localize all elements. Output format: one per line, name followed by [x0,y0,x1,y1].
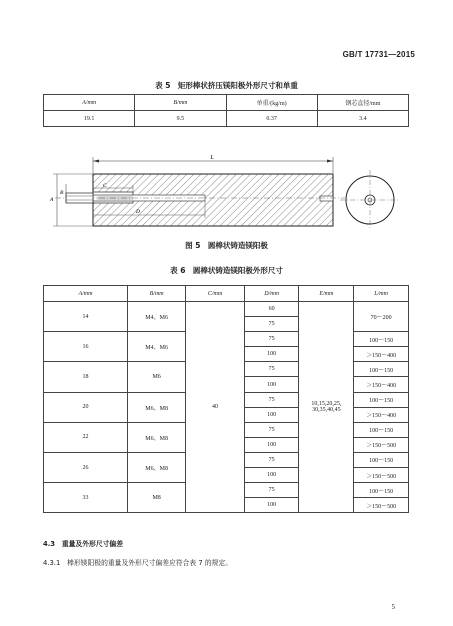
table5-header: 单重/(kg/m) [226,95,317,111]
table6-cell-L: 100～150 [354,483,409,498]
table6-cell-D: 100 [244,407,299,422]
table6-cell-B: M4、M6 [127,332,185,362]
dimension-B-label: B [60,190,64,196]
table6-cell-D: 75 [244,483,299,498]
table-row [44,302,409,317]
table6-caption: 表 6 圆棒状铸造镁阳极外形尺寸 [170,266,283,275]
table6-cell-L: 100～150 [354,362,409,377]
table6-header: D/mm [244,286,299,302]
table6-cell-D: 75 [244,392,299,407]
table5-header: A/mm [44,95,135,111]
table6-cell-E [299,302,354,513]
table6-cell-D: 75 [244,362,299,377]
table6-cell-L: 100～150 [354,332,409,347]
table5-cell: 9.5 [135,111,226,127]
table6-cell-A: 26 [44,452,128,482]
table5-header: B/mm [135,95,226,111]
table6-cell-A: 20 [44,392,128,422]
table6-cell-D: 100 [244,437,299,452]
table6-e-line2: 30,35,40,45 [312,407,341,414]
section-heading: 4.3 重量及外形尺寸偏差 [43,540,124,548]
table5-header: 钢芯直径/mm [317,95,408,111]
table6-e-line1: 10,15,20,25, [311,401,342,408]
table6-cell-A: 18 [44,362,128,392]
table6-cell-D: 60 [244,302,299,317]
table6-cell-L: ＞150～400 [354,377,409,392]
table6-cell-B: M8 [127,483,185,513]
dimension-C-label: C [103,183,107,189]
table6-cell-B: M6 [127,362,185,392]
table6-cell-D: 100 [244,468,299,483]
page-number: 5 [391,603,395,611]
dimension-L-label: L [210,155,214,161]
section-clause: 4.3.1 棒形镁阳极的重量及外形尺寸偏差应符合表 7 的规定。 [43,559,233,567]
table6-cell-B: M6、M8 [127,452,185,482]
standard-number: GB/T 17731—2015 [342,50,415,59]
table6-header: L/mm [354,286,409,302]
table6-header: E/mm [299,286,354,302]
dimension-D-label: D [136,209,140,215]
table6-cell-B: M6、M8 [127,392,185,422]
table6-cell-D: 100 [244,347,299,362]
dimension-A-label: A [50,197,54,203]
table6-header: B/mm [127,286,185,302]
table6-cell-A: 33 [44,483,128,513]
table6-header-row [44,286,409,302]
table6-cell-B: M6、M8 [127,422,185,452]
table5-cell: 19.1 [44,111,135,127]
table6-cell-L: 100～150 [354,392,409,407]
table6-cell-D: 75 [244,422,299,437]
table6-cell-L: 100～150 [354,422,409,437]
table5-cell: 0.37 [226,111,317,127]
table6-cell-D: 75 [244,332,299,347]
table6-cell-A: 14 [44,302,128,332]
table6-cell-C: 40 [186,302,244,513]
table6-header: A/mm [44,286,128,302]
table6-cell-A: 16 [44,332,128,362]
table6 [43,285,409,513]
table6-cell-A: 22 [44,422,128,452]
figure5-caption: 图 5 圆棒状铸造镁阳极 [185,241,268,250]
table6-header: C/mm [186,286,244,302]
table6-cell-D: 75 [244,452,299,467]
table6-cell-D: 100 [244,498,299,513]
table6-cell-L: ＞150～400 [354,347,409,362]
table6-cell-L: ＞150～500 [354,437,409,452]
table5-cell: 3.4 [317,111,408,127]
table6-cell-D: 100 [244,377,299,392]
table6-cell-L: ＞150～500 [354,468,409,483]
table6-cell-D: 75 [244,317,299,332]
table6-cell-L: ＞150～500 [354,498,409,513]
table6-cell-L: 100～150 [354,452,409,467]
table6-cell-L: ＞150～400 [354,407,409,422]
table6-cell-B: M4、M6 [127,302,185,332]
table5-caption: 表 5 矩形棒状挤压镁阳极外形尺寸和单重 [155,81,298,90]
table6-cell-L: 70～200 [354,302,409,332]
